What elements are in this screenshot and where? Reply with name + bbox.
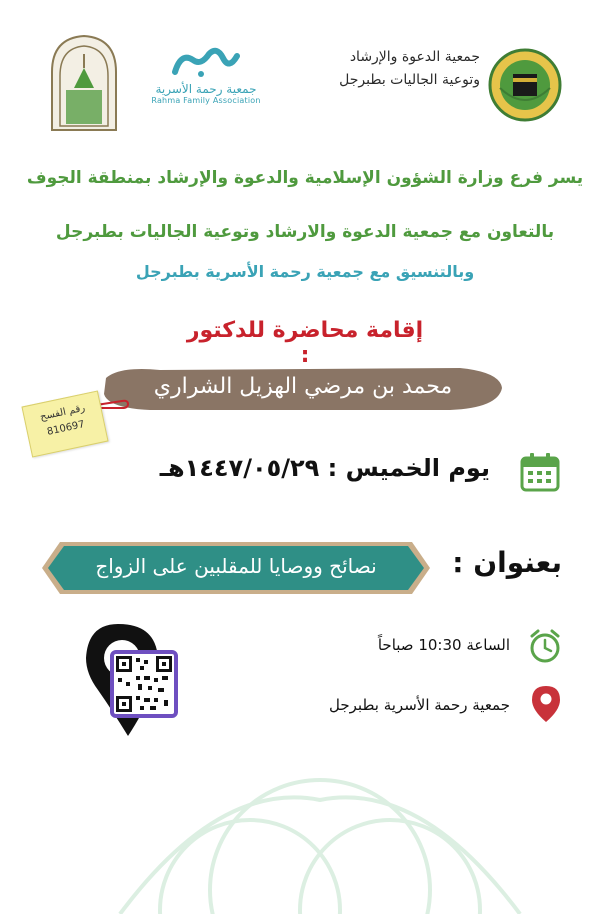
lecturer-name: محمد بن مرضي الهزيل الشراري [153, 374, 453, 399]
association-line-1: جمعية الدعوة والإرشاد [349, 49, 480, 65]
rahma-association-logo [142, 46, 270, 130]
intro-line-1: يسر فرع وزارة الشؤون الإسلامية والدعوة والإرشاد بمنطقة الجوف [26, 168, 584, 188]
location-qr-code[interactable] [110, 650, 178, 718]
rahma-logo-english: Rahma Family Association [151, 96, 261, 105]
lecture-place: جمعية رحمة الأسرية بطبرجل [329, 696, 510, 714]
rahma-calligraphy-mark [171, 46, 241, 80]
decorative-background-pattern [60, 740, 580, 914]
mosque-emblem-logo [48, 32, 120, 132]
place-row [270, 684, 570, 724]
calendar-icon [520, 452, 560, 492]
intro-line-3: وبالتنسيق مع جمعية رحمة الأسرية بطبرجل [135, 262, 475, 281]
permit-label: رقم الفسح [39, 402, 87, 423]
location-pin-icon [530, 684, 562, 724]
date-row [140, 450, 560, 492]
alarm-clock-icon [528, 628, 562, 664]
association-name [300, 46, 480, 92]
lecturer-name-banner [100, 364, 506, 414]
time-row [340, 628, 570, 666]
lecture-time: الساعة 10:30 صباحاً [377, 636, 510, 654]
lecture-title-banner [40, 540, 432, 596]
title-label: بعنوان : [452, 546, 562, 579]
association-line-2: وتوعية الجاليات بطبرجل [339, 72, 480, 88]
lecture-date: يوم الخميس : ١٤٤٧/٠٥/٢٩هـ [159, 454, 490, 482]
intro-line-2: بالتعاون مع جمعية الدعوة والارشاد وتوعية الجاليات بطبرجل [55, 222, 555, 242]
header [0, 20, 609, 130]
lecture-title: نصائح ووصايا للمقلبين على الزواج [95, 554, 377, 578]
qr-pattern [114, 654, 174, 714]
lecture-title-row [40, 534, 570, 598]
dawa-association-logo [488, 48, 562, 122]
permit-number: 810697 [46, 419, 86, 438]
permit-sticky-note [21, 390, 108, 457]
rahma-logo-arabic: جمعية رحمة الأسرية [155, 82, 257, 96]
host-heading: إقامة محاضرة للدكتور : [186, 318, 424, 368]
